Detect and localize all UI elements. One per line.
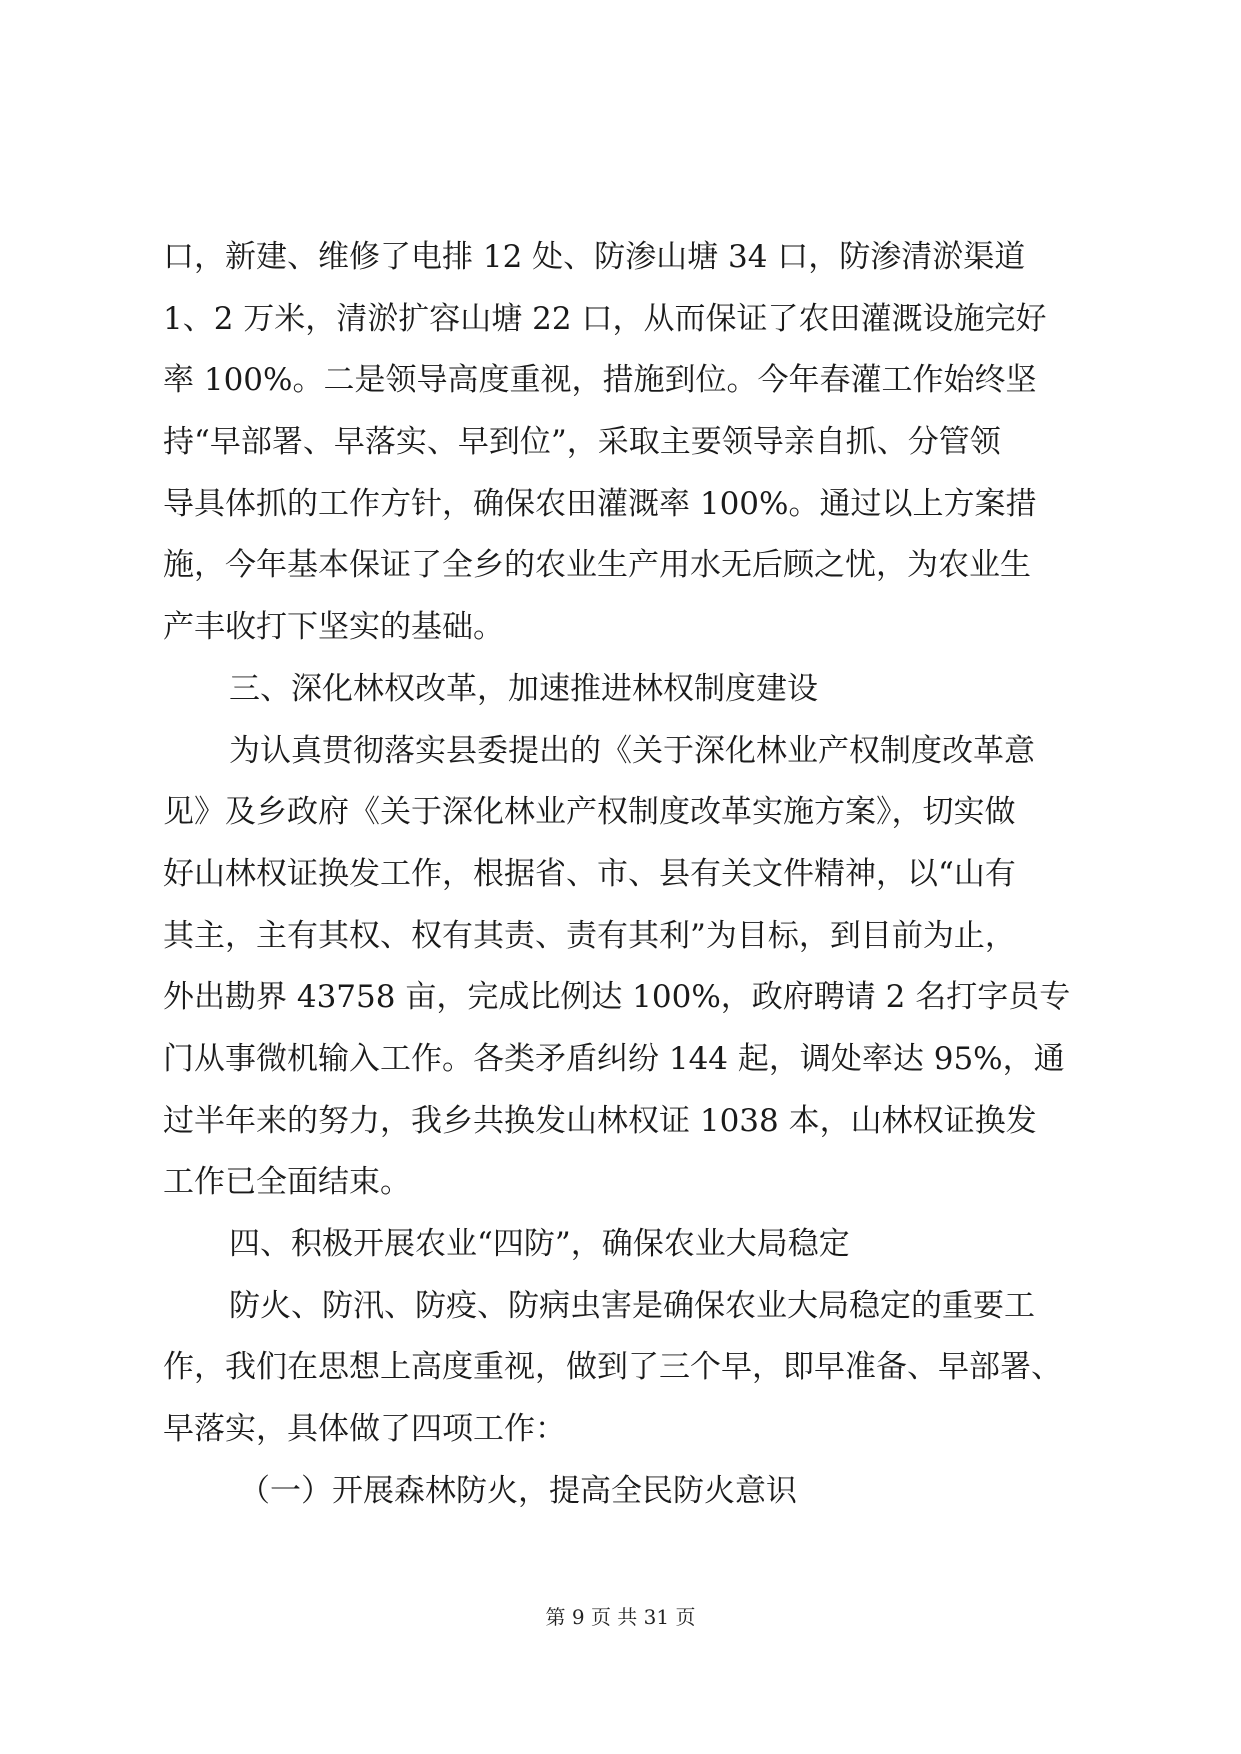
paragraph-line: 防火、防汛、防疫、防病虫害是确保农业大局稳定的重要工: [229, 1287, 1035, 1324]
page-number-footer: 第 9 页 共 31 页: [545, 1605, 696, 1629]
paragraph-line: 产丰收打下坚实的基础。: [163, 609, 504, 646]
paragraph-line: 率 100%。二是领导高度重视，措施到位。今年春灌工作始终坚: [163, 362, 1037, 399]
section-heading: 四、积极开展农业“四防”，确保农业大局稳定: [229, 1226, 850, 1262]
paragraph-line: 作，我们在思想上高度重视，做到了三个早，即早准备、早部署、: [163, 1349, 1062, 1386]
paragraph-line: 为认真贯彻落实县委提出的《关于深化林业产权制度改革意: [229, 732, 1035, 769]
paragraph-line: 持“早部署、早落实、早到位”，采取主要领导亲自抓、分管领: [163, 424, 1001, 461]
document-body: [163, 227, 1081, 1522]
section-heading: 三、深化林权改革，加速推进林权制度建设: [229, 670, 818, 707]
paragraph-line: 门从事微机输入工作。各类矛盾纠纷 144 起，调处率达 95%，通: [163, 1040, 1065, 1077]
paragraph-line: 外出勘界 43758 亩，完成比例达 100%，政府聘请 2 名打字员专: [163, 979, 1071, 1016]
paragraph-line: 工作已全面结束。: [163, 1164, 411, 1201]
paragraph-line: 口，新建、维修了电排 12 处、防渗山塘 34 口，防渗清淤渠道: [163, 239, 1026, 275]
paragraph-line: 过半年来的努力，我乡共换发山林权证 1038 本，山林权证换发: [163, 1102, 1037, 1139]
paragraph-line: 1、2 万米，清淤扩容山塘 22 口，从而保证了农田灌溉设施完好: [163, 300, 1047, 337]
paragraph-line: 见》及乡政府《关于深化林业产权制度改革实施方案》，切实做: [163, 794, 1016, 831]
subsection-heading: （一）开展森林防火，提高全民防火意识: [239, 1472, 797, 1509]
paragraph-line: 早落实，具体做了四项工作：: [163, 1411, 566, 1448]
paragraph-line: 其主，主有其权、权有其责、责有其利”为目标，到目前为止，: [163, 917, 1016, 954]
paragraph-line: 好山林权证换发工作，根据省、市、县有关文件精神，以“山有: [163, 855, 1016, 892]
paragraph-line: 导具体抓的工作方针，确保农田灌溉率 100%。通过以上方案措: [163, 485, 1037, 522]
paragraph-line: 施，今年基本保证了全乡的农业生产用水无后顾之忧，为农业生: [163, 547, 1031, 584]
